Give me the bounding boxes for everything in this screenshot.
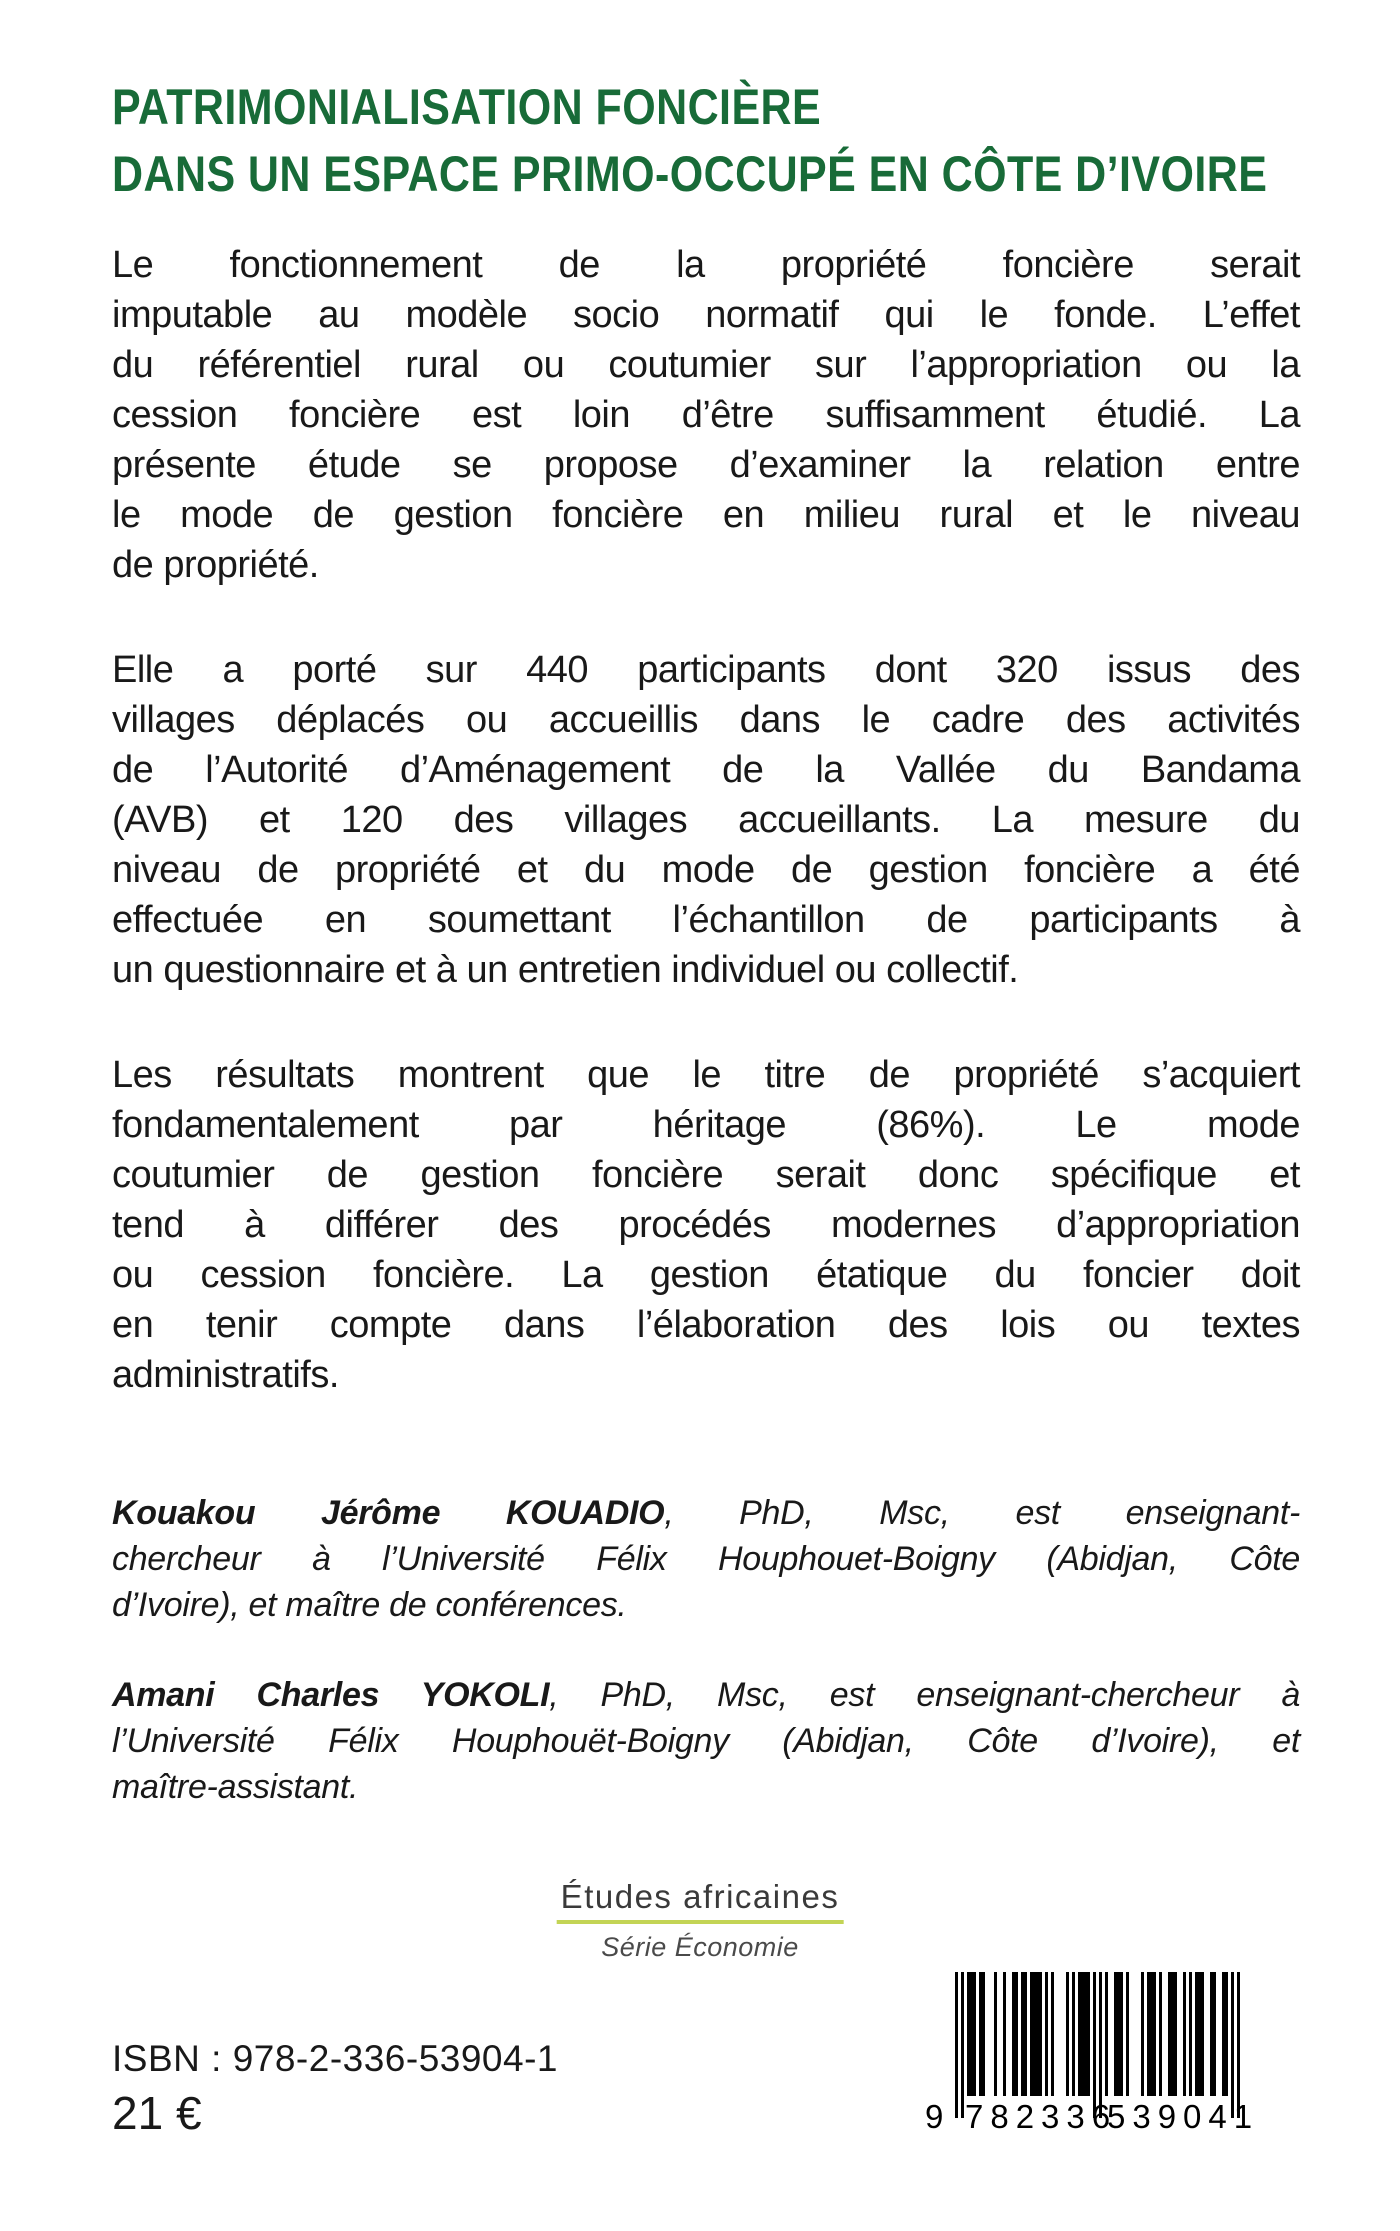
bio-text: , PhD, Msc, est enseignant-	[664, 1494, 1300, 1532]
barcode-digit-group-2: 782336	[965, 2098, 1118, 2135]
author-name: Kouakou Jérôme KOUADIO	[112, 1494, 665, 1532]
text-line	[112, 1490, 1300, 1536]
abstract-paragraph-1	[112, 240, 1300, 590]
bio-text: d’Ivoire), et maître de conférences.	[112, 1586, 627, 1624]
barcode-bar	[1024, 1972, 1027, 2096]
barcode-bar	[1045, 1972, 1048, 2096]
book-title	[112, 74, 1267, 208]
text-line	[112, 1672, 1300, 1718]
barcode-digit-group-3: 539041	[1107, 2098, 1260, 2135]
bio-text: chercheur à l’Université Félix Houphouet-Boigny (Abidjan, Côte	[112, 1540, 1300, 1578]
bio-text: maître-assistant.	[112, 1768, 359, 1806]
collection-underline	[557, 1920, 844, 1924]
author-bio-yokoli	[112, 1672, 1300, 1810]
barcode-bar	[1225, 1972, 1228, 2096]
barcode-bar	[994, 1972, 997, 2096]
collection-block	[557, 1878, 844, 1963]
title-line-2: DANS UN ESPACE PRIMO-OCCUPÉ EN CÔTE D’IVOIRE	[112, 146, 1268, 202]
text-line: le mode de gestion foncière en milieu rural et le niveau	[112, 494, 1300, 536]
barcode-bar	[1126, 1972, 1129, 2096]
text-line	[112, 1718, 1300, 1764]
barcode-bar	[1159, 1972, 1162, 2096]
text-line: Les résultats montrent que le titre de propriété s’acquiert	[112, 1054, 1300, 1096]
barcode-digit-group-1: 9	[925, 2098, 944, 2135]
barcode-bar	[1201, 1972, 1204, 2096]
barcode-bar	[1174, 1972, 1177, 2096]
text-line: Elle a porté sur 440 participants dont 320 issus des	[112, 649, 1300, 691]
barcode-bar	[1003, 1972, 1006, 2096]
barcode-bar	[1189, 1972, 1192, 2096]
text-line: du référentiel rural ou coutumier sur l’appropriation ou la	[112, 344, 1300, 386]
barcode-bar	[982, 1972, 985, 2096]
abstract-paragraph-2	[112, 645, 1300, 995]
text-line: niveau de propriété et du mode de gestion foncière a été	[112, 849, 1300, 891]
barcode-bar	[1105, 1972, 1108, 2096]
isbn-text: ISBN : 978-2-336-53904-1	[112, 2038, 558, 2079]
barcode-bar	[1051, 1972, 1054, 2096]
barcode-bar	[1039, 1972, 1042, 2096]
text-line	[112, 1582, 1300, 1628]
barcode-digits	[925, 2096, 1260, 2135]
barcode-bar	[1120, 1972, 1123, 2096]
barcode-bar	[1141, 1972, 1144, 2096]
bio-text: l’Université Félix Houphouët-Boigny (Abidjan, Côte d’Ivoire), et	[112, 1722, 1300, 1760]
text-line: de l’Autorité d’Aménagement de la Vallée du Bandama	[112, 749, 1300, 791]
title-line-1: PATRIMONIALISATION FONCIÈRE	[112, 79, 822, 135]
barcode-bar	[1087, 1972, 1090, 2096]
barcode-bar	[1015, 1972, 1018, 2096]
barcode	[925, 1972, 1260, 2135]
abstract-paragraph-3	[112, 1050, 1300, 1400]
barcode-bar	[1213, 1972, 1216, 2096]
price-text: 21 €	[112, 2087, 202, 2139]
text-line: un questionnaire et à un entretien individuel ou collectif.	[112, 949, 1019, 991]
barcode-bar	[1066, 1972, 1069, 2096]
text-line: effectuée en soumettant l’échantillon de participants à	[112, 899, 1300, 941]
author-bio-kouadio	[112, 1490, 1300, 1628]
text-line: Le fonctionnement de la propriété foncière serait	[112, 244, 1300, 286]
barcode-bar	[1072, 1972, 1075, 2096]
text-line	[112, 1536, 1300, 1582]
text-line: ou cession foncière. La gestion étatique du foncier doit	[112, 1254, 1300, 1296]
text-line	[112, 1764, 1300, 1810]
text-line: villages déplacés ou accueillis dans le cadre des activités	[112, 699, 1300, 741]
text-line: (AVB) et 120 des villages accueillants. La mesure du	[112, 799, 1300, 841]
text-line: coutumier de gestion foncière serait donc spécifique et	[112, 1154, 1300, 1196]
text-line: cession foncière est loin d’être suffisamment étudié. La	[112, 394, 1300, 436]
barcode-bar	[973, 1972, 976, 2096]
text-line: en tenir compte dans l’élaboration des lois ou textes	[112, 1304, 1300, 1346]
text-line: imputable au modèle socio normatif qui le fonde. L’effet	[112, 294, 1300, 336]
author-name: Amani Charles YOKOLI	[112, 1676, 550, 1714]
text-line: tend à différer des procédés modernes d’appropriation	[112, 1204, 1300, 1246]
barcode-bar	[1153, 1972, 1156, 2096]
text-line: administratifs.	[112, 1354, 339, 1396]
bio-text: , PhD, Msc, est enseignant-chercheur à	[549, 1676, 1300, 1714]
collection-series: Série Économie	[601, 1932, 799, 1962]
text-line: fondamentalement par héritage (86%). Le mode	[112, 1104, 1300, 1146]
text-line: de propriété.	[112, 544, 319, 586]
collection-name: Études africaines	[560, 1878, 840, 1915]
barcode-bar	[1183, 1972, 1186, 2096]
text-line: présente étude se propose d’examiner la relation entre	[112, 444, 1300, 486]
